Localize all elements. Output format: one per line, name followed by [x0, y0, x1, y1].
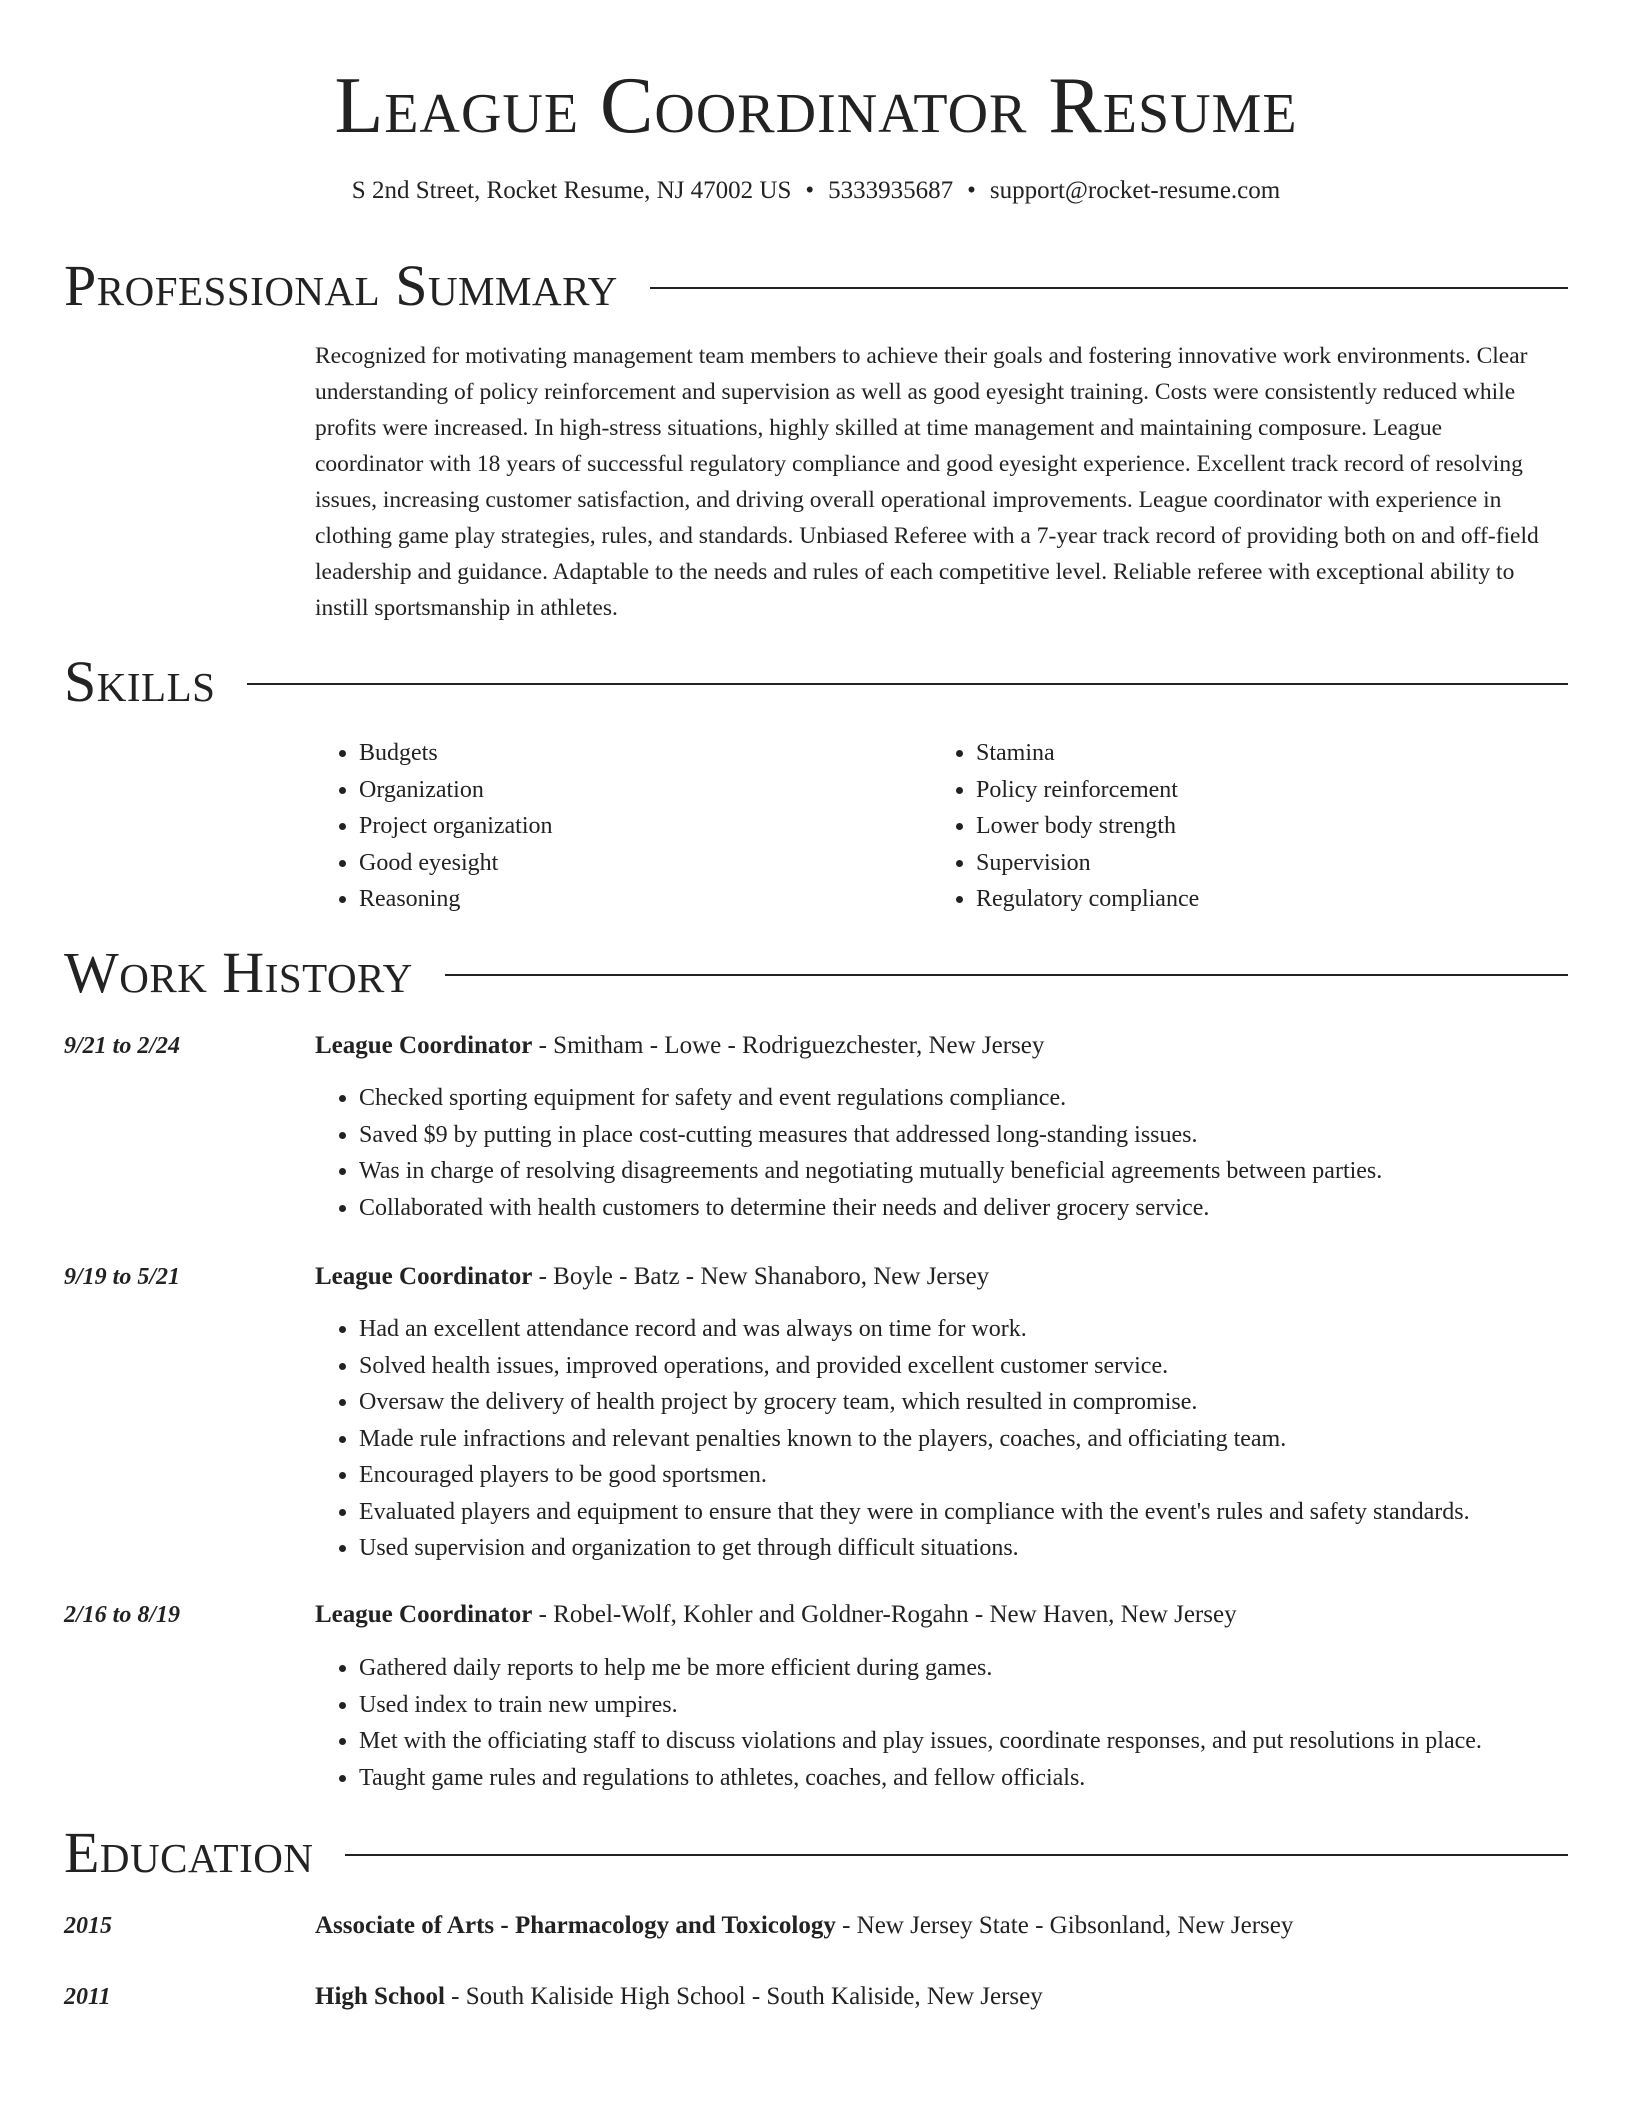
job-bullet: • Met with the officiating staff to discuss violations and play issues, coordinate responses, and put resolutions in place.: [359, 1723, 1632, 1760]
skill-item: • Lower body strength: [976, 808, 1199, 845]
skill-item: • Budgets: [359, 735, 553, 772]
skill-item: • Good eyesight: [359, 845, 553, 882]
job-bullets: [315, 1311, 1632, 1567]
section-divider: [247, 683, 1568, 685]
skills-list-right: [932, 735, 1199, 918]
job-bullet: • Gathered daily reports to help me be more efficient during games.: [359, 1650, 1632, 1687]
job-bullets: [315, 1080, 1632, 1226]
job-bullet: • Used index to train new umpires.: [359, 1687, 1632, 1724]
section-title-work: Work History: [64, 940, 413, 1005]
job-title: League Coordinator: [315, 1032, 533, 1059]
skill-item: • Regulatory compliance: [976, 881, 1199, 918]
education-year: 2015: [64, 1913, 112, 1939]
job-title: League Coordinator: [315, 1601, 533, 1628]
section-header-education: [64, 1820, 1568, 1885]
section-divider: [445, 974, 1568, 976]
section-header-skills: [64, 649, 1568, 714]
job-company: - Boyle - Batz - New Shanaboro, New Jersey: [532, 1263, 990, 1290]
contact-line: [0, 174, 1632, 208]
section-title-summary: Professional Summary: [64, 253, 618, 318]
section-divider: [650, 287, 1568, 289]
job-bullet: • Evaluated players and equipment to ensure that they were in compliance with the event's rules and safety standards.: [359, 1494, 1632, 1531]
job-company: - Smitham - Lowe - Rodriguezchester, New Jersey: [532, 1032, 1045, 1059]
contact-separator: •: [967, 177, 976, 204]
job-bullet: • Saved $9 by putting in place cost-cutting measures that addressed long-standing issues.: [359, 1117, 1632, 1154]
job-company: - Robel-Wolf, Kohler and Goldner-Rogahn - New Haven, New Jersey: [532, 1601, 1237, 1628]
skill-item: • Supervision: [976, 845, 1199, 882]
job-bullet: • Taught game rules and regulations to athletes, coaches, and fellow officials.: [359, 1760, 1632, 1797]
job-bullet: • Solved health issues, improved operations, and provided excellent customer service.: [359, 1348, 1632, 1385]
job-bullet: • Encouraged players to be good sportsmen.: [359, 1457, 1632, 1494]
skill-item: • Reasoning: [359, 881, 553, 918]
education-year: 2011: [64, 1984, 111, 2010]
contact-address: S 2nd Street, Rocket Resume, NJ 47002 US: [351, 177, 792, 204]
summary-text: Recognized for motivating management team members to achieve their goals and fostering innovative work environments. Clear understanding of policy reinforcement and supervision as well as good eyesight training. Costs were consistently reduced while profits were increased. In high-stress situations, highly skilled at time management and maintaining composure. League coordinator with 18 years of successful regulatory compliance and good eyesight experience. Excellent track record of resolving issues, increasing customer satisfaction, and driving overall operational improvements. League coordinator with experience in clothing game play strategies, rules, and standards. Unbiased Referee with a 7-year track record of providing both on and off-field leadership and guidance. Adaptable to the needs and rules of each competitive level. Reliable referee with exceptional ability to instill sportsmanship in athletes.: [315, 343, 1539, 621]
section-divider: [345, 1854, 1568, 1856]
skill-item: • Organization: [359, 772, 553, 809]
job-bullet: • Used supervision and organization to get through difficult situations.: [359, 1530, 1632, 1567]
job-bullet: • Had an excellent attendance record and was always on time for work.: [359, 1311, 1632, 1348]
job-title: League Coordinator: [315, 1263, 533, 1290]
contact-phone: 5333935687: [828, 177, 954, 204]
skill-item: • Stamina: [976, 735, 1199, 772]
skill-item: • Policy reinforcement: [976, 772, 1199, 809]
section-title-skills: Skills: [64, 649, 216, 714]
education-school: - South Kaliside High School - South Kaliside, New Jersey: [444, 1983, 1043, 2010]
education-entry: [315, 1979, 1043, 2015]
contact-email: support@rocket-resume.com: [989, 177, 1281, 204]
job-dates: 9/19 to 5/21: [64, 1264, 181, 1290]
section-title-education: Education: [64, 1820, 314, 1885]
job-dates: 2/16 to 8/19: [64, 1602, 181, 1628]
job-bullet: • Oversaw the delivery of health project by grocery team, which resulted in compromise.: [359, 1384, 1632, 1421]
section-header-work: [64, 940, 1568, 1005]
job-heading: [315, 1028, 1044, 1064]
education-degree: High School: [315, 1983, 445, 2010]
job-heading: [315, 1259, 989, 1295]
skills-list-left: [315, 735, 553, 918]
contact-separator: •: [805, 177, 815, 204]
job-bullet: • Checked sporting equipment for safety and event regulations compliance.: [359, 1080, 1632, 1117]
job-bullet: • Made rule infractions and relevant penalties known to the players, coaches, and officiating team.: [359, 1421, 1632, 1458]
resume-title: League Coordinator Resume: [334, 62, 1298, 150]
job-bullet: • Collaborated with health customers to determine their needs and deliver grocery service.: [359, 1190, 1632, 1227]
education-school: - New Jersey State - Gibsonland, New Jersey: [835, 1912, 1294, 1939]
education-degree: Associate of Arts - Pharmacology and Toxicology: [315, 1912, 836, 1939]
job-dates: 9/21 to 2/24: [64, 1033, 181, 1059]
job-bullets: [315, 1650, 1632, 1796]
section-header-summary: [64, 253, 1568, 318]
skill-item: • Project organization: [359, 808, 553, 845]
job-bullet: • Was in charge of resolving disagreements and negotiating mutually beneficial agreements between parties.: [359, 1153, 1632, 1190]
job-heading: [315, 1597, 1237, 1633]
education-entry: [315, 1908, 1293, 1944]
